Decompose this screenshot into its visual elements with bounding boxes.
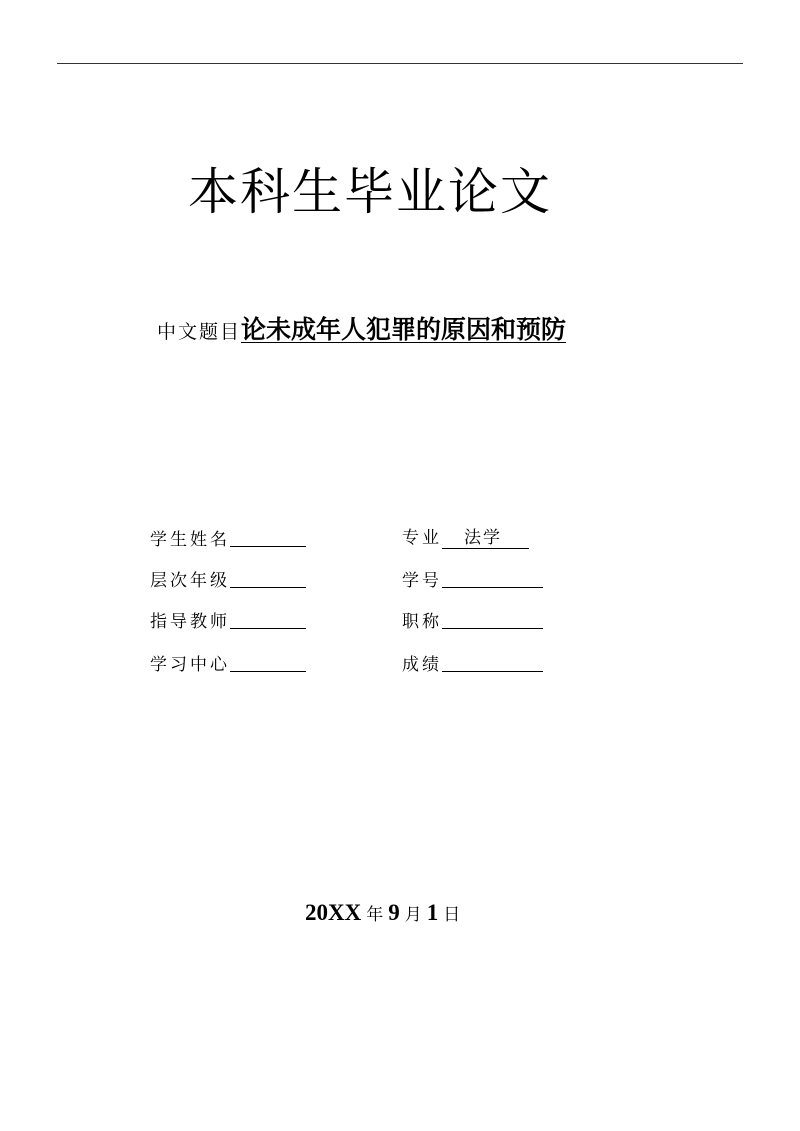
title-rank-field: [402, 608, 543, 634]
date-year: 20XX: [305, 900, 362, 925]
date-month-unit: 月: [404, 905, 422, 925]
major-value: 法学: [442, 528, 529, 549]
advisor-field: [150, 608, 306, 634]
grade-label: 成绩: [402, 655, 442, 675]
date-day-unit: 日: [443, 905, 461, 925]
student-id-label: 学号: [402, 571, 442, 591]
topic-label: 中文题目: [157, 321, 242, 343]
student-id-blank: [442, 569, 543, 588]
student-name-label: 学生姓名: [150, 530, 230, 550]
study-center-label: 学习中心: [150, 655, 230, 675]
level-label: 层次年级: [150, 571, 230, 591]
date-month: 9: [388, 900, 400, 925]
study-center-field: [150, 651, 306, 677]
date-day: 1: [426, 900, 439, 925]
topic-title: 论未成年人犯罪的原因和预防: [241, 315, 567, 344]
level-blank: [230, 569, 306, 588]
major-label: 专业: [402, 528, 442, 548]
student-name-blank: [230, 528, 306, 547]
title-rank-blank: [442, 610, 543, 629]
topic-row: [157, 310, 566, 346]
date-year-unit: 年: [366, 905, 384, 925]
title-rank-label: 职称: [402, 612, 442, 632]
grade-field: [402, 651, 543, 677]
submission-date: [305, 900, 465, 926]
major-field: [402, 526, 529, 550]
grade-blank: [442, 653, 543, 672]
advisor-blank: [230, 610, 306, 629]
document-title: 本科生毕业论文: [188, 163, 552, 221]
header-rule: [57, 63, 743, 64]
student-name-field: [150, 526, 306, 552]
study-center-blank: [230, 653, 306, 672]
advisor-label: 指导教师: [150, 612, 230, 632]
student-id-field: [402, 567, 543, 593]
level-field: [150, 567, 306, 593]
